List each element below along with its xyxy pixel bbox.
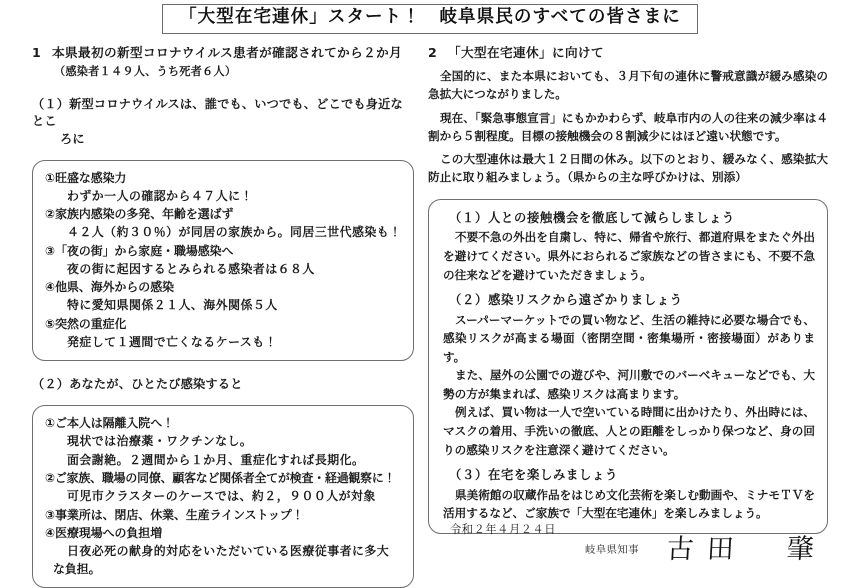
left-section-heading [32, 44, 414, 63]
list-item-detail: わずか一人の確認から４７人に！ [67, 188, 253, 203]
appeal-1-paragraph: 不要不急の外出を自粛し、特に、帰省や旅行、都道府県をまたぐ外出を避けてください。県外におられるご家族などの皆さまにも、不要不急の往来などを避けていただきましょう。 [443, 230, 815, 282]
list-item-detail: 可児市クラスターのケースでは、約２，９００人が対象 [67, 489, 376, 504]
right-box-appeals [428, 199, 828, 534]
subsection-1-label [32, 96, 414, 149]
appeal-3-head: （３）在宅を楽しみましょう [449, 468, 618, 483]
list-item-head: ①ご本人は隔離入院へ！ [45, 416, 174, 431]
right-column [428, 44, 828, 534]
list-item-head: ③事業所は、閉店、休業、生産ラインストップ！ [45, 507, 304, 522]
list-item-head: ②家族内感染の多発、年齢を選ばず [45, 207, 234, 222]
subsection-1-label-line1: （１）新型コロナウイルスは、誰でも、いつでも、どこでも身近なとこ [32, 96, 403, 129]
signature-role: 岐阜県知事 [585, 544, 639, 556]
list-item-detail: 現状では治療薬・ワクチンなし。 [67, 434, 253, 449]
appeal-2-paragraph: また、屋外の公園での遊びや、河川敷でのバーベキューなどでも、大勢の方が集まれば、感染リスクは高まります。 [443, 368, 815, 401]
appeal-2-head: （２）感染リスクから遠ざかりましょう [449, 293, 683, 308]
subsection-1-label-line2: ろに [60, 132, 85, 147]
list-item-detail: 特に愛知県関係２１人、海外関係５人 [67, 298, 278, 313]
list-item-head: ①旺盛な感染力 [45, 170, 127, 185]
left-box-1 [32, 160, 414, 362]
appeal-3-paragraph: 県美術館の収蔵作品をはじめ文化芸術を楽しむ動画や、ミナモＴＶを活用するなど、ご家族で「大型在宅連休」を楽しみましょう。 [443, 487, 815, 521]
left-section-subtitle: （感染者１４９人、うち死者６人） [54, 64, 237, 78]
right-section-number: 2 [428, 45, 438, 60]
list-item-head: ③「夜の街」から家庭・職場感染へ [45, 243, 234, 258]
signature-date: 令和２年４月２４日 [450, 523, 557, 536]
list-item-detail: 面会謝絶。２週間から１か月、重症化すれば長期化。 [67, 452, 365, 467]
list-item-head: ②ご家族、職場の同僚、顧客など関係者全てが検査・経過観察に！ [45, 471, 396, 486]
list-item-head: ④他県、海外からの感染 [45, 280, 174, 295]
left-column [32, 44, 414, 588]
list-item-detail: ４２人（約３０％）が同居の家族から。同居三世代感染も！ [67, 225, 402, 240]
appeal-2-paragraph: 例えば、買い物は一人で空いている時間に出かけたり、外出時には、マスクの着用、手洗いの徹底、人との距離をしっかり保つなど、身の回りの感染リスクを注意深く避けてください。 [443, 405, 815, 457]
appeal-1-head: （１）人との接触機会を徹底して減らしましょう [449, 210, 735, 225]
list-item-detail: 発症して１週間で亡くなるケースも！ [67, 335, 278, 350]
list-item-head: ⑤突然の重症化 [45, 316, 127, 331]
right-paragraph: 全国的に、また本県においても、３月下旬の連休に警戒意識が緩み感染の急拡大につながりました。 [428, 68, 828, 102]
list-item-head: ④医療現場への負担増 [45, 525, 163, 540]
right-paragraph: 現在、「緊急事態宣言」にもかかわらず、岐阜市内の人の往来の減少率は４割から５割程度。目標の接触機会の８割減少にはほど遠い状態です。 [428, 110, 828, 143]
subsection-2-label: （２）あなたが、ひとたび感染すると [32, 377, 243, 392]
list-item-detail: 夜の街に起因するとみられる感染者は６８人 [67, 261, 315, 276]
right-section-heading [428, 44, 828, 63]
right-section-title: 「大型在宅連休」に向けて [448, 45, 604, 60]
signature-block [428, 519, 828, 565]
list-item-detail: 日夜必死の献身的対応をいただいている医療従事者に多大 [67, 543, 390, 558]
document-title: 「大型在宅連休」スタート！ 岐阜県民のすべての皆さまに [162, 4, 698, 34]
list-item-detail-cont: な負担。 [53, 562, 101, 577]
left-section-title: 本県最初の新型コロナウイルス患者が確認されてから２か月 [52, 45, 403, 60]
left-section-number: 1 [32, 45, 42, 60]
governor-signature: 古田 肇 [666, 534, 828, 565]
right-paragraph: この大型連休は最大１２日間の休み。以下のとおり、緩みなく、感染拡大防止に取り組みましょう。（県からの主な呼びかけは、別添） [428, 152, 828, 185]
left-box-2 [32, 405, 414, 588]
title-banner [0, 4, 860, 34]
appeal-2-paragraph: スーパーマーケットでの買い物など、生活の維持に必要な場合でも、感染リスクが高まる場面（密閉空間・密集場所・密接場面）があります。 [443, 312, 815, 364]
